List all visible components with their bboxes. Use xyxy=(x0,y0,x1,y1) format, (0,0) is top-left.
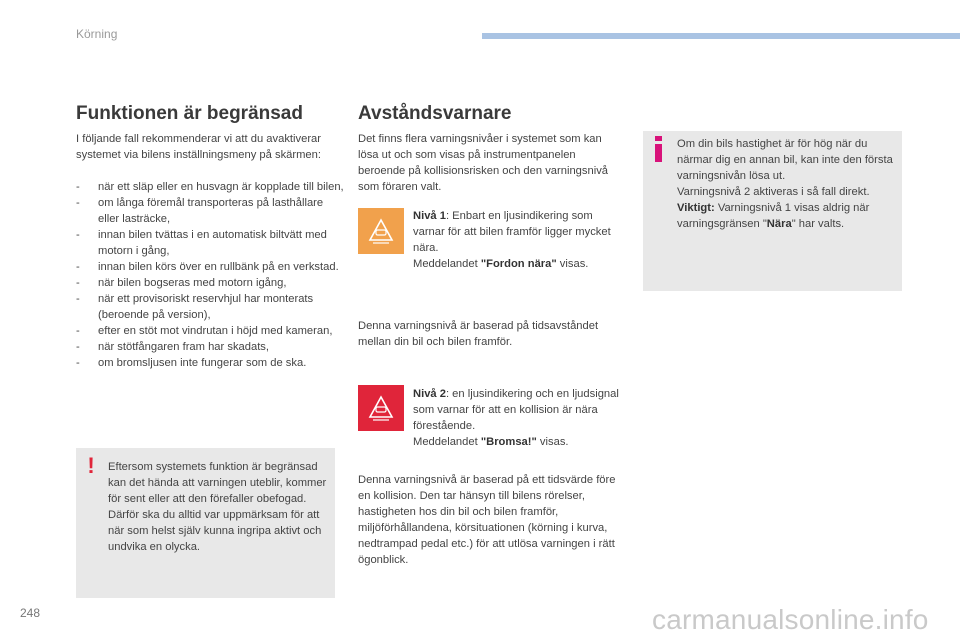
list-item-text: om bromsljusen inte fungerar som de ska. xyxy=(98,357,307,369)
distance-alert-orange-icon xyxy=(358,208,404,254)
level1-message: "Fordon nära" xyxy=(480,258,557,270)
section-label: Körning xyxy=(76,27,118,41)
level2-desc: : en ljusindikering och en ljudsignal som varnar för att en kollision är nära förestående. xyxy=(413,388,619,432)
info-important-label: Viktigt: xyxy=(677,202,715,214)
list-item-text: efter en stöt mot vindrutan i höjd med kameran, xyxy=(98,325,333,337)
limitations-list-item xyxy=(76,339,346,355)
level1-desc: : Enbart en ljusindikering som varnar för att bilen framför ligger mycket nära. xyxy=(413,210,611,254)
watermark: carmanualsonline.info xyxy=(652,604,929,635)
limitations-list xyxy=(76,179,346,371)
limitations-list-item xyxy=(76,323,346,339)
distance-alert-intro: Det finns flera varningsnivåer i systemet som kan lösa ut och som visas på instrumentpanelen beroende på kollisionsrisken och den varningsnivå som föraren valt. xyxy=(358,133,609,193)
info-text-2: Varningsnivå 2 aktiveras i så fall direkt. xyxy=(677,186,870,198)
info-text-3b: Nära xyxy=(766,218,792,230)
list-dash: - xyxy=(76,277,80,289)
limitations-list-item xyxy=(76,179,346,195)
level2-note: Denna varningsnivå är baserad på ett tidsvärde före en kollision. Den tar hänsyn till bilens rörelser, hastigheten hos din bil och bilen framför, miljöförhållandena, körsituationen (körning i kurva, nedtrampad pedal etc.) för att utlösa varningen i rätt ögonblick. xyxy=(358,474,616,566)
list-item-text: innan bilen tvättas i en automatisk biltvätt med motorn i gång, xyxy=(98,229,327,257)
level2-label: Nivå 2 xyxy=(413,388,446,400)
level1-description xyxy=(413,208,623,272)
level2-msg-prefix: Meddelandet xyxy=(413,436,481,448)
distance-alert-red-icon xyxy=(358,385,404,431)
list-item-text: när ett släp eller en husvagn är kopplade till bilen, xyxy=(98,181,344,193)
list-dash: - xyxy=(76,341,80,353)
limitations-heading: Funktionen är begränsad xyxy=(76,103,303,124)
warning-text-2: Därför ska du alltid var uppmärksam för att när som helst själv kunna ingripa aktivt och undvika en olycka. xyxy=(108,509,322,553)
level2-msg-suffix: visas. xyxy=(536,436,569,448)
info-text xyxy=(677,136,897,232)
list-item-text: när bilen bogseras med motorn igång, xyxy=(98,277,287,289)
limitations-list-item xyxy=(76,195,346,227)
level2-description xyxy=(413,386,623,450)
level2-message: "Bromsa!" xyxy=(480,436,537,448)
distance-alert-heading: Avståndsvarnare xyxy=(358,103,512,124)
level1-msg-suffix: visas. xyxy=(556,258,589,270)
header-accent-bar xyxy=(482,33,960,39)
limitations-intro: I följande fall rekommenderar vi att du avaktiverar systemet via bilens inställningsmeny på skärmen: xyxy=(76,133,321,161)
info-text-3a: Varningsnivå 1 visas aldrig när varningsgränsen " xyxy=(677,202,870,230)
list-dash: - xyxy=(76,261,80,273)
list-item-text: när stötfångaren fram har skadats, xyxy=(98,341,270,353)
limitations-list-item xyxy=(76,355,346,371)
list-dash: - xyxy=(76,357,80,369)
list-item-text: om långa föremål transporteras på lasthållare eller lasträcke, xyxy=(98,197,324,225)
limitations-list-item xyxy=(76,227,346,259)
list-dash: - xyxy=(76,325,80,337)
info-icon xyxy=(652,136,666,162)
level1-msg-prefix: Meddelandet xyxy=(413,258,481,270)
warning-text-1: Eftersom systemets funktion är begränsad kan det hända att varningen uteblir, kommer för sent eller att den förefaller obefogad. xyxy=(108,461,327,505)
level1-note: Denna varningsnivå är baserad på tidsavståndet mellan din bil och bilen framför. xyxy=(358,320,599,348)
page-number: 248 xyxy=(20,606,41,620)
list-dash: - xyxy=(76,293,80,305)
level1-label: Nivå 1 xyxy=(413,210,446,222)
warning-exclamation-icon: ! xyxy=(87,453,95,478)
warning-text xyxy=(108,459,330,555)
list-dash: - xyxy=(76,197,80,209)
info-text-1: Om din bils hastighet är för hög när du närmar dig en annan bil, kan inte den första varningsnivån lösa ut. xyxy=(677,138,893,182)
limitations-list-item xyxy=(76,275,346,291)
list-dash: - xyxy=(76,229,80,241)
list-dash: - xyxy=(76,181,80,193)
list-item-text: innan bilen körs över en rullbänk på en verkstad. xyxy=(98,261,339,273)
info-text-3c: " har valts. xyxy=(791,218,845,230)
limitations-list-item xyxy=(76,259,346,275)
list-item-text: när ett provisoriskt reservhjul har monterats (beroende på version), xyxy=(98,293,314,321)
limitations-list-item xyxy=(76,291,346,323)
